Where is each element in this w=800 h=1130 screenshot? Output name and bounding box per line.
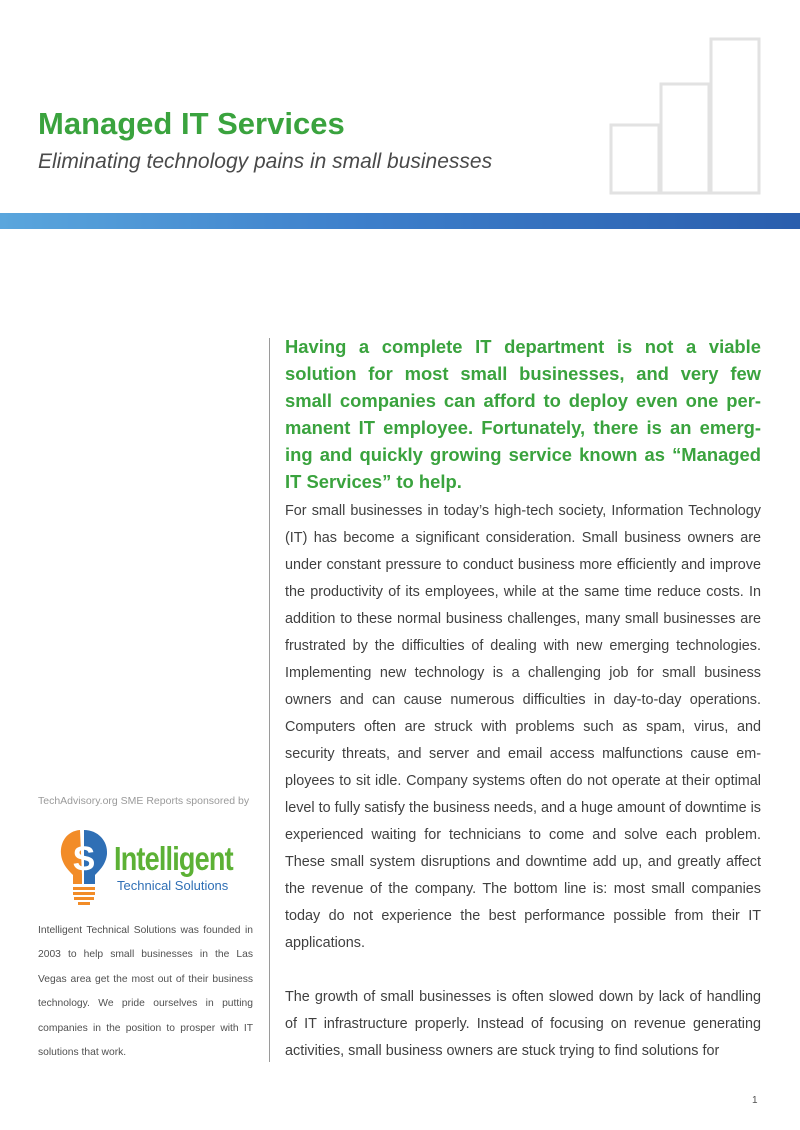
- bar-graphic-decoration: [608, 36, 768, 196]
- body-paragraph: The growth of small businesses is often slowed down by lack of handling of IT infrastructure properly. Instead of focusing on revenue generating activities, small business owners are stuck trying to find solutions for: [285, 989, 761, 1059]
- body-text: [285, 498, 761, 1092]
- header-blue-band: [0, 213, 800, 229]
- company-logo: [58, 826, 248, 908]
- lightbulb-icon: [58, 826, 118, 908]
- svg-text:S: S: [72, 840, 96, 878]
- page-subtitle: Eliminating technology pains in small businesses: [38, 150, 493, 173]
- page-number: 1: [752, 1095, 758, 1106]
- sponsor-note: TechAdvisory.org SME Reports sponsored by: [38, 795, 250, 807]
- page-title: Managed IT Services: [38, 106, 345, 141]
- lead-paragraph: Having a complete IT department is not a viable solution for most small businesses, and very few small companies can afford to deploy even one per-manent IT employee. Fortunately, there is an emerg-ing and quickly growing service known as “Managed IT Services” to help.: [285, 336, 761, 492]
- logo-tagline: Technical Solutions: [117, 878, 229, 893]
- body-paragraph: For small businesses in today’s high-tech society, Information Technology (IT) has become a significant consideration. Small business owners are under constant pressure to conduct business more efficiently and improve the productivity of its employees, while at the same time reduce costs. In addition to these normal business challenges, many small businesses are frustrated by the difficulties of dealing with new emerging technologies. Implementing new technology is a challenging job for small business owners and can cause numerous difficulties in day-to-day operations. Computers often are struck with problems such as spam, virus, and security threats, and server and email access malfunctions cause em-ployees to sit idle. Company systems often do not operate at their optimal level to fully satisfy the business needs, and a huge amount of downtime is experienced waiting for technicians to come and solve each problem. These small system disruptions and downtime add up, and greatly affect the revenue of the company. The bottom line is: most small companies today do not experience the best performance possible from their IT applications.: [285, 503, 761, 951]
- company-description: Intelligent Technical Solutions was founded in 2003 to help small businesses in the Las Vegas area get the most out of their business technology. We pride ourselves in putting companies in the position to prosper with IT solutions that work.: [38, 925, 253, 1059]
- column-divider: [269, 338, 270, 1062]
- logo-name: Intelligent: [114, 840, 233, 877]
